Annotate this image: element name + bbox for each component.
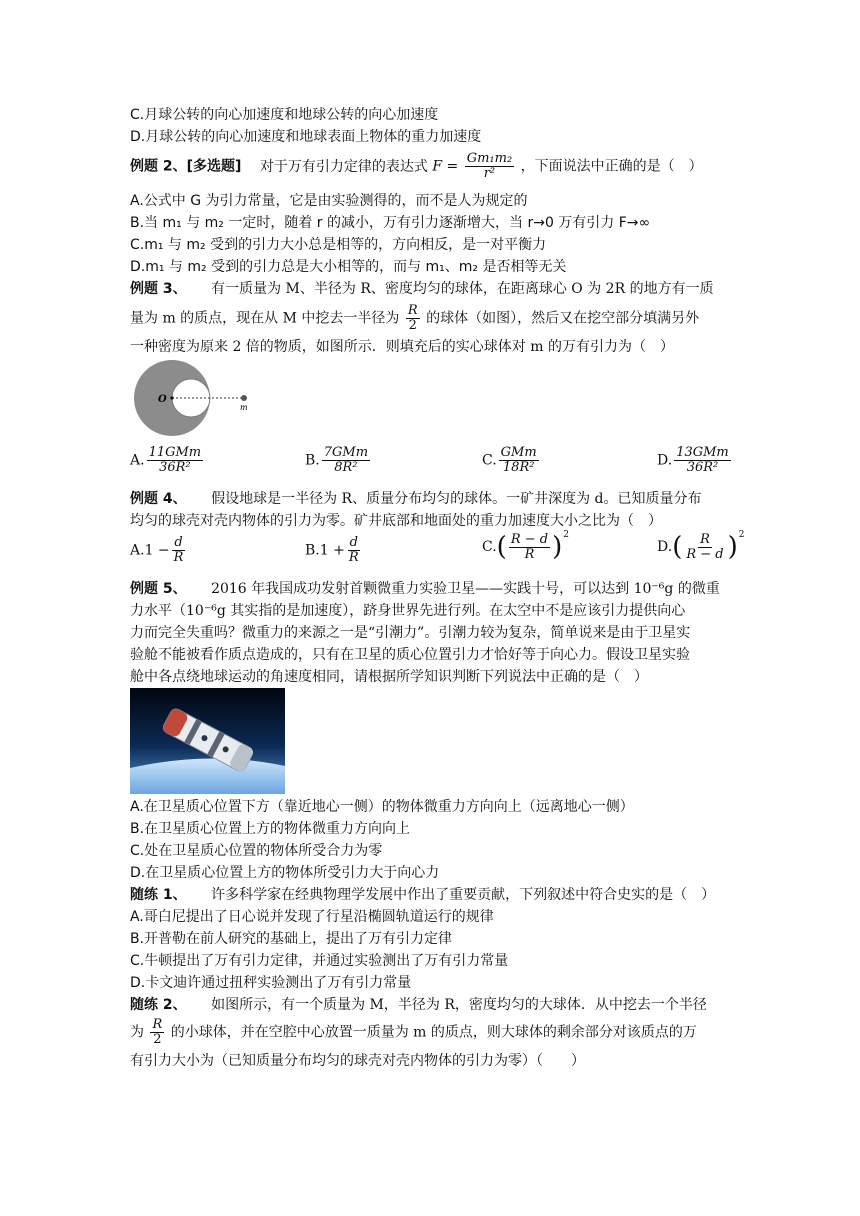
ex2-option-c: C.m₁ 与 m₂ 受到的引力大小总是相等的，方向相反，是一对平衡力 [130,237,547,253]
frac-den: 36R² [686,460,719,475]
mass-point [241,395,247,401]
practice1-option-c: C.牛顿提出了万有引力定律，并通过实验测出了万有引力常量 [130,953,509,969]
ex5-option-b: B.在卫星质心位置上方的物体微重力方向向上 [130,821,411,837]
ex5-option-a: A.在卫星质心位置下方（靠近地心一侧）的物体微重力方向向上（远离地心一侧） [130,799,634,815]
frac-den: 2 [153,1032,162,1047]
ex4-option-b [305,536,363,565]
practice1-heading: 随练 1、 [130,887,187,903]
practice2-radius-fraction [150,1018,164,1047]
ex5-option-c: C.处在卫星质心位置的物体所受合力为零 [130,843,383,859]
frac-num: R − d [510,531,549,547]
frac-den: R [348,550,359,565]
option-label: B. [305,542,320,559]
ex1-option-d: D.月球公转的向心加速度和地球表面上物体的重力加速度 [130,129,482,145]
ex3-option-d [657,446,733,475]
frac-num: R [152,1017,163,1032]
ex3-line1 [130,278,714,300]
practice1-option-a: A.哥白尼提出了日心说并发现了行星沿椭圆轨道运行的规律 [130,909,494,925]
ex5-line4: 验舱不能被看作质点造成的，只有在卫星的质心位置引力才恰好等于向心力。假设卫星实验 [130,647,690,663]
frac-num: 7GMm [323,445,369,460]
ex4-line1 [130,488,701,510]
option-label: D. [657,539,673,555]
ex4-text1: 假设地球是一半径为 R、质量分布均匀的球体。一矿井深度为 d。已知质量分布 [211,491,702,507]
ex3-text2a: 量为 m 的质点，现在从 M 中挖去一半径为 [130,310,400,327]
ex3-option-a [130,446,205,475]
frac-num: d [174,535,183,550]
ex2-formula-den: r² [483,166,496,181]
option-prefix: 1 − [144,542,170,559]
ex2-formula-lhs: F = [432,158,459,175]
frac-den: 8R² [334,460,358,475]
ex3-frac-num: R [407,303,418,318]
ex4-option-a [130,536,187,565]
center-point [170,396,173,399]
option-label: C. [482,539,497,555]
practice1-option-b: B.开普勒在前人研究的基础上，提出了万有引力定律 [130,931,453,947]
ex2-formula-fraction [465,152,514,181]
option-label: C. [482,452,497,469]
practice1-text1: 许多科学家在经典物理学发展中作出了重要贡献，下列叙述中符合史实的是（ ） [211,887,716,903]
ex3-option-b [305,446,372,475]
practice2-text2b: 的小球体，并在空腔中心放置一质量为 m 的质点，则大球体的剩余部分对该质点的万 [170,1024,697,1041]
ex2-heading: 例题 2、[多选题] [130,158,242,175]
ex3-heading: 例题 3、 [130,281,187,297]
ex2-option-b: B.当 m₁ 与 m₂ 一定时，随着 r 的减小，万有引力逐渐增大，当 r→0 万有引力 F→∞ [130,215,651,231]
practice2-text2a: 为 [130,1024,144,1041]
ex2-tail: ，下面说法中正确的是（ ） [520,158,703,175]
ex5-heading: 例题 5、 [130,581,187,597]
option-label: A. [130,542,145,559]
exponent: 2 [738,530,745,540]
option-label: D. [657,452,673,469]
label-o: O [158,394,167,405]
ex2-formula-num: Gm₁m₂ [466,151,513,166]
practice1-option-d: D.卡文迪许通过扭秤实验测出了万有引力常量 [130,975,412,991]
frac-num: d [349,535,358,550]
ex3-text1: 有一质量为 M、半径为 R、密度均匀的球体，在距离球心 O 为 2R 的地方有一质 [211,281,714,297]
ex4-line2: 均匀的球壳对壳内物体的引力为零。矿井底部和地面处的重力加速度大小之比为（ ） [130,513,662,529]
exponent: 2 [563,530,569,540]
label-m: m [240,403,248,412]
ex2-option-a: A.公式中 G 为引力常量，它是由实验测得的，而不是人为规定的 [130,193,528,209]
ex1-option-c: C.月球公转的向心加速度和地球公转的向心加速度 [130,107,439,123]
option-label: A. [130,452,145,469]
frac-num: 13GMm [676,445,729,460]
ex5-text1: 2016 年我国成功发射首颗微重力实验卫星——实践十号，可以达到 10⁻⁶g 的微重 [211,581,720,597]
ex5-option-d: D.在卫星质心位置上方的物体所受引力大于向心力 [130,865,440,881]
ex3-frac-den: 2 [408,318,417,333]
frac-num: R [700,531,710,547]
ex3-line3: 一种密度为原来 2 倍的物质，如图所示．则填充后的实心球体对 m 的万有引力为（ ） [130,339,674,355]
ex5-line1 [130,578,720,600]
ex2-text: 对于万有引力定律的表达式 [259,158,428,175]
frac-den: 18R² [502,460,535,475]
ex3-option-c [482,446,541,475]
ex4-heading: 例题 4、 [130,491,187,507]
frac-num: GMm [500,445,537,460]
frac-den: R [173,550,184,565]
ex3-line2 [130,304,699,333]
ex4-option-d: D.( $\frac{R}{R - d}$ )$^2$ [657,530,745,562]
ex3-text2b: 的球体（如图），然后又在挖空部分填满另外 [426,310,700,327]
practice1-line1 [130,884,715,906]
ex5-line2: 力水平（10⁻⁶g 其实指的是加速度），跻身世界先进行列。在太空中不是应该引力提供向心 [130,603,686,619]
ex3-radius-fraction [406,304,420,333]
frac-num: 11GMm [148,445,202,460]
ex3-figure [130,358,260,438]
ex5-line5: 舱中各点绕地球运动的角速度相同，请根据所学知识判断下列说法中正确的是（ ） [130,669,648,685]
practice2-line1 [130,994,707,1016]
option-label: B. [305,452,320,469]
ex2-option-d: D.m₁ 与 m₂ 受到的引力总是大小相等的，而与 m₁、m₂ 是否相等无关 [130,259,567,275]
ex4-option-c: C.( $\frac{R - d}{R}$ )$^2$ [482,530,569,562]
frac-den: R − d [686,546,724,562]
frac-den: R [524,546,535,562]
frac-den: 36R² [159,460,191,475]
practice2-text1: 如图所示，有一个质量为 M，半径为 R，密度均匀的大球体．从中挖去一个半径 [211,997,707,1013]
practice2-heading: 随练 2、 [130,997,187,1013]
practice2-line3: 有引力大小为（已知质量分布均匀的球壳对壳内物体的引力为零）（ ） [130,1053,585,1069]
earth-horizon [130,758,285,794]
ex5-line3: 力而完全失重吗？微重力的来源之一是“引潮力”。引潮力较为复杂，简单说来是由于卫星实 [130,625,691,641]
ex2-stem [130,152,703,181]
satellite-photo [130,688,285,794]
option-prefix: 1 + [319,542,345,559]
practice2-line2 [130,1018,697,1047]
